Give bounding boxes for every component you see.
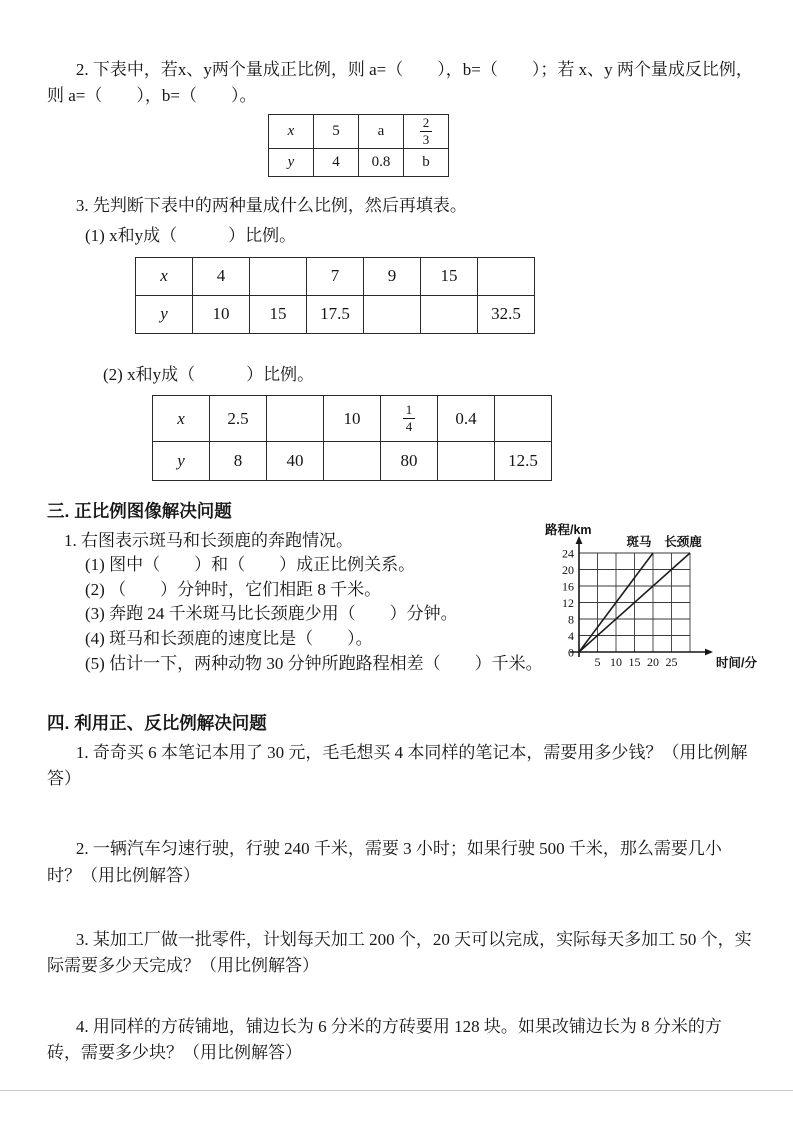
- table-cell: [421, 295, 478, 333]
- section-3-item-1: (1) 图中（ ）和（ ）成正比例关系。: [85, 555, 416, 575]
- table-cell: 12.5: [495, 442, 552, 481]
- x-axis-title: 时间/分: [716, 656, 757, 671]
- table-cell: 7: [307, 257, 364, 295]
- y-tick-label: 12: [562, 596, 574, 611]
- distance-time-chart: [543, 521, 775, 679]
- y-tick-label: 8: [568, 612, 574, 627]
- distance-time-chart-svg: [543, 521, 775, 679]
- fraction: $\frac{1}{4}$: [403, 403, 416, 433]
- fraction: $\frac{2}{3}$: [420, 116, 433, 146]
- table-cell: 0.8: [359, 148, 404, 176]
- table-cell: 4: [314, 148, 359, 176]
- page-bottom-divider: [0, 1090, 793, 1091]
- section-3-heading: 三. 正比例图像解决问题: [47, 501, 232, 522]
- section-4: [47, 711, 755, 1066]
- y-tick-label: 4: [568, 629, 574, 644]
- table-row: [269, 148, 449, 176]
- y-tick-label: 0: [568, 645, 574, 660]
- table-row: [136, 295, 535, 333]
- table-cell: [324, 442, 381, 481]
- x-axis-arrow: [705, 649, 713, 656]
- table-cell: [267, 396, 324, 442]
- legend-zebra: 斑马: [626, 535, 652, 550]
- section-3-intro: 1. 右图表示斑马和长颈鹿的奔跑情况。: [64, 530, 353, 550]
- row-header-cell: x: [153, 396, 210, 442]
- xy-table-q3-part1: [135, 257, 535, 334]
- table-cell: 15: [421, 257, 478, 295]
- table-cell: 0.4: [438, 396, 495, 442]
- table-cell: [478, 257, 535, 295]
- problem-4: 4. 用同样的方砖铺地，铺边长为 6 分米的方砖要用 128 块。如果改铺边长为 8 分米的方砖，需要多少块？（用比例解答）: [47, 1016, 722, 1062]
- y-tick-label: 20: [562, 563, 574, 578]
- table-row: [153, 396, 552, 442]
- x-tick-label: 5: [594, 655, 601, 670]
- table-cell: 8: [210, 442, 267, 481]
- x-tick-label: 25: [665, 655, 678, 670]
- table-cell: 9: [364, 257, 421, 295]
- problem-1: 1. 奇奇买 6 本笔记本用了 30 元，毛毛想买 4 本同样的笔记本，需要用多少钱？（用比例解答）: [47, 742, 748, 788]
- row-header-cell: y: [153, 442, 210, 481]
- table-cell: 40: [267, 442, 324, 481]
- problem-3: 3. 某加工厂做一批零件，计划每天加工 200 个，20 天可以完成，实际每天多加工 50 个，实际需要多少天完成？（用比例解答）: [47, 929, 752, 976]
- table-cell: [364, 295, 421, 333]
- table-cell: 17.5: [307, 295, 364, 333]
- question-3-part2-label: (2) x和y成（ ）比例。: [103, 364, 315, 384]
- row-header-cell: y: [136, 295, 193, 333]
- table-cell: 80: [381, 442, 438, 481]
- table-cell: [404, 114, 449, 148]
- section-3-item-4: (4) 斑马和长颈鹿的速度比是（ ）。: [85, 628, 373, 648]
- table-cell: b: [404, 148, 449, 176]
- section-3-item-5: (5) 估计一下，两种动物 30 分钟所跑路程相差（ ）千米。: [85, 653, 543, 673]
- row-header-cell: x: [269, 114, 314, 148]
- table-cell: [381, 396, 438, 442]
- section-4-heading: 四. 利用正、反比例解决问题: [47, 713, 267, 734]
- table-row: [153, 442, 552, 481]
- y-tick-label: 16: [562, 579, 574, 594]
- problem-2: 2. 一辆汽车匀速行驶，行驶 240 千米，需要 3 小时；如果行驶 500 千米，那么需要几小时？（用比例解答）: [47, 839, 722, 885]
- table-cell: a: [359, 114, 404, 148]
- table-cell: 10: [193, 295, 250, 333]
- x-tick-label: 10: [610, 655, 622, 670]
- section-3-item-2: (2) （ ）分钟时，它们相距 8 千米。: [85, 579, 382, 599]
- question-2-text: 2. 下表中，若x、y两个量成正比例，则 a=（ ），b=（ ）；若 x、y 两个量成反比例，则 a=（ ），b=（ ）。: [47, 60, 753, 106]
- question-3-part1-label: (1) x和y成（ ）比例。: [85, 226, 297, 246]
- x-tick-label: 20: [647, 655, 659, 670]
- table-cell: 10: [324, 396, 381, 442]
- table-cell: 5: [314, 114, 359, 148]
- table-cell: [495, 396, 552, 442]
- y-axis-title: 路程/km: [545, 523, 592, 538]
- x-tick-label: 15: [628, 655, 641, 670]
- table-cell: [250, 257, 307, 295]
- row-header-cell: y: [269, 148, 314, 176]
- table-cell: [438, 442, 495, 481]
- table-cell: 32.5: [478, 295, 535, 333]
- question-3-text: 3. 先判断下表中的两种量成什么比例，然后再填表。: [75, 195, 467, 215]
- table-cell: 2.5: [210, 396, 267, 442]
- y-tick-label: 24: [562, 546, 574, 561]
- legend-giraffe: 长颈鹿: [664, 535, 702, 550]
- table-row: [136, 257, 535, 295]
- table-row: [269, 114, 449, 148]
- xy-table-q3-part2: [152, 395, 552, 481]
- xy-table-q2: [268, 114, 449, 177]
- section-3-item-3: (3) 奔跑 24 千米斑马比长颈鹿少用（ ）分钟。: [85, 604, 458, 624]
- row-header-cell: x: [136, 257, 193, 295]
- section-3: [47, 499, 755, 687]
- y-axis-arrow: [576, 536, 583, 544]
- table-cell: 15: [250, 295, 307, 333]
- table-cell: 4: [193, 257, 250, 295]
